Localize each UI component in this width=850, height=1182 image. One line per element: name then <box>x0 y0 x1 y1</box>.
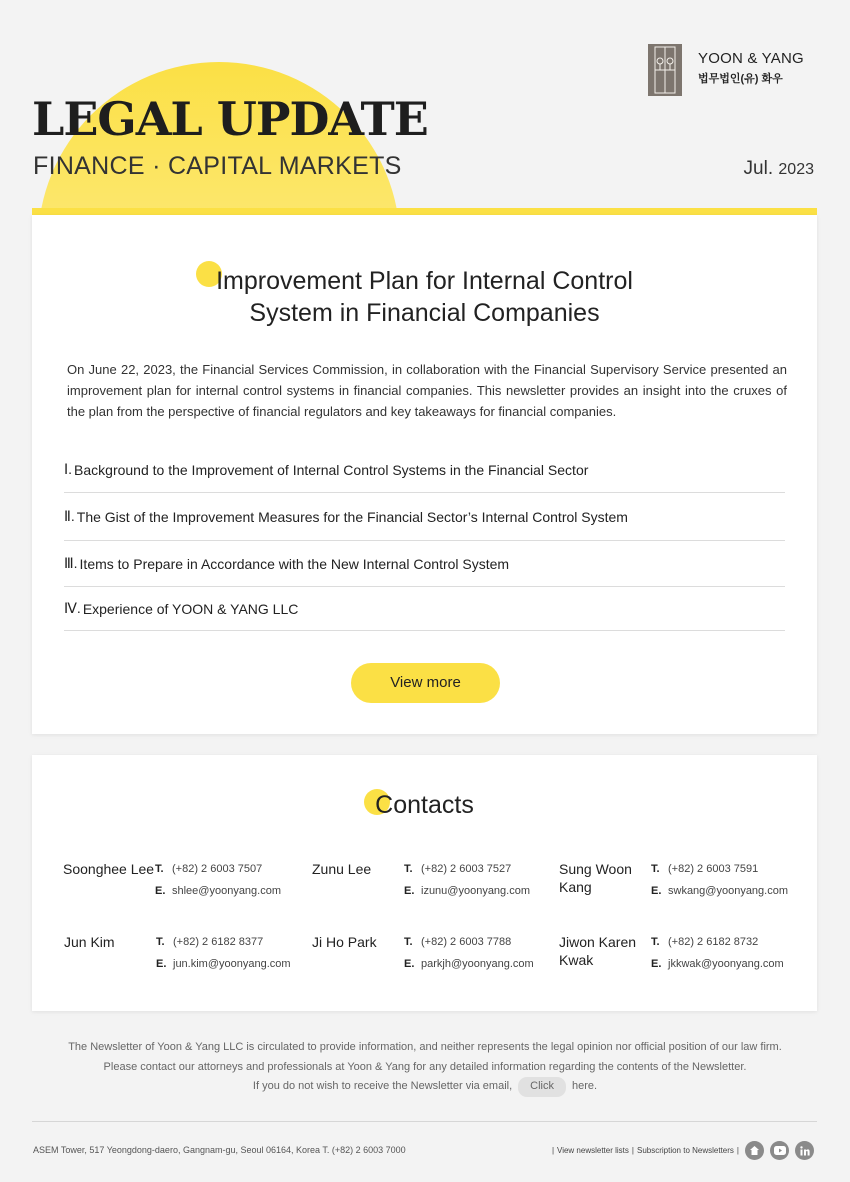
table-of-contents <box>64 447 785 631</box>
header-divider <box>32 208 817 215</box>
contact-email[interactable]: parkjh@yoonyang.com <box>421 958 534 970</box>
contacts-card <box>32 755 817 1011</box>
issue-date <box>744 158 814 180</box>
disclaimer-line2: Please contact our attorneys and professionals at Yoon & Yang for any detailed information regarding the contents of the Newsletter. <box>103 1060 747 1073</box>
issue-month: Jul. <box>743 158 774 179</box>
contact-entry: Jun Kim T. (+82) 2 6182 8377 E. jun.kim@yoonyang.com <box>64 933 291 975</box>
toc-item-3[interactable] <box>64 541 785 587</box>
contact-email[interactable]: swkang@yoonyang.com <box>668 885 789 897</box>
header <box>0 0 850 215</box>
logo-mark-icon <box>648 44 682 96</box>
contact-phone: (+82) 2 6182 8732 <box>668 936 759 948</box>
article-title-line1: Improvement Plan for Internal Control <box>216 267 633 295</box>
home-icon[interactable] <box>745 1141 764 1160</box>
logo-name-ko: 법무법인(유) 화우 <box>698 73 783 85</box>
contact-entry: Ji Ho Park T. (+82) 2 6003 7788 E. parkjh@yoonyang.com <box>312 933 534 975</box>
contact-phone: (+82) 2 6003 7527 <box>421 863 512 875</box>
logo-name-en: YOON & YANG <box>698 50 804 67</box>
contact-name: Zunu Lee <box>312 861 372 877</box>
contact-entry: Sung Woon Kang T. (+82) 2 6003 7591 E. swkang@yoonyang.com <box>559 860 788 902</box>
contact-phone: (+82) 2 6182 8377 <box>173 936 264 948</box>
toc-item-1[interactable] <box>64 447 785 493</box>
contact-email[interactable]: izunu@yoonyang.com <box>421 885 531 897</box>
issue-year: 2023 <box>778 161 814 178</box>
toc-number: Ⅱ. <box>64 508 75 524</box>
footer-links: | View newsletter lists | Subscription to Newsletters | <box>552 1141 814 1160</box>
newsletter-subtitle: FINANCE · CAPITAL MARKETS <box>33 152 402 180</box>
disclaimer-line1: The Newsletter of Yoon & Yang LLC is circulated to provide information, and neither represents the legal opinion nor official position of our law firm. <box>68 1041 782 1053</box>
contact-phone: (+82) 2 6003 7788 <box>421 936 512 948</box>
contact-entry: Zunu Lee T. (+82) 2 6003 7527 E. izunu@yoonyang.com <box>312 860 530 902</box>
contact-email[interactable]: shlee@yoonyang.com <box>172 885 282 897</box>
toc-number: Ⅰ. <box>64 461 73 477</box>
disclaimer <box>0 1038 850 1097</box>
firm-address: ASEM Tower, 517 Yeongdong-daero, Gangnam-gu, Seoul 06164, Korea T. (+82) 2 6003 7000 <box>33 1145 406 1155</box>
contacts-title <box>32 789 817 821</box>
unsubscribe-click-button[interactable]: Click <box>518 1077 566 1097</box>
newsletter-title: LEGAL UPDATE <box>32 92 428 146</box>
toc-number: Ⅳ. <box>64 600 81 616</box>
contact-name: Soonghee Lee <box>63 861 155 877</box>
toc-text: The Gist of the Improvement Measures for the Financial Sector’s Internal Control System <box>76 508 628 525</box>
article-title <box>32 265 817 329</box>
contact-email[interactable]: jun.kim@yoonyang.com <box>173 958 291 970</box>
firm-logo[interactable] <box>648 44 804 96</box>
unsubscribe-line: If you do not wish to receive the Newsletter via email, Click here. <box>0 1077 850 1097</box>
article-card <box>32 215 817 734</box>
toc-text: Experience of YOON & YANG LLC <box>82 600 299 617</box>
toc-item-4[interactable] <box>64 587 785 631</box>
toc-number: Ⅲ. <box>64 555 78 571</box>
toc-item-2[interactable] <box>64 493 785 541</box>
contact-phone: (+82) 2 6003 7591 <box>668 863 759 875</box>
toc-text: Background to the Improvement of Internal Control Systems in the Financial Sector <box>74 461 589 478</box>
subscription-link[interactable]: Subscription to Newsletters <box>636 1146 734 1155</box>
contact-name: Ji Ho Park <box>312 934 377 950</box>
contacts-heading: Contacts <box>375 791 474 819</box>
contact-email[interactable]: jkkwak@yoonyang.com <box>668 958 784 970</box>
youtube-icon[interactable] <box>770 1141 789 1160</box>
contact-name: Jun Kim <box>64 934 115 950</box>
article-intro: On June 22, 2023, the Financial Services Commission, in collaboration with the Financial Supervisory Service presented an improvement plan for internal control systems in financial companies. This newsletter provides an insight into the cruxes of the plan from the perspective of financial regulators and key takeaways for financial companies. <box>67 362 787 419</box>
view-more-button[interactable]: View more <box>351 663 500 703</box>
newsletter-lists-link[interactable]: View newsletter lists <box>557 1146 629 1155</box>
contact-phone: (+82) 2 6003 7507 <box>172 863 263 875</box>
linkedin-icon[interactable] <box>795 1141 814 1160</box>
contact-entry: Jiwon Karen Kwak T. (+82) 2 6182 8732 E. jkkwak@yoonyang.com <box>559 933 784 975</box>
contact-name: Sung Woon Kang <box>559 861 632 895</box>
contact-name: Jiwon Karen Kwak <box>559 934 637 968</box>
toc-text: Items to Prepare in Accordance with the New Internal Control System <box>79 555 510 572</box>
contact-entry: Soonghee Lee T. (+82) 2 6003 7507 E. shlee@yoonyang.com <box>63 860 281 902</box>
footer-divider <box>32 1121 817 1122</box>
article-title-line2: System in Financial Companies <box>249 299 600 327</box>
